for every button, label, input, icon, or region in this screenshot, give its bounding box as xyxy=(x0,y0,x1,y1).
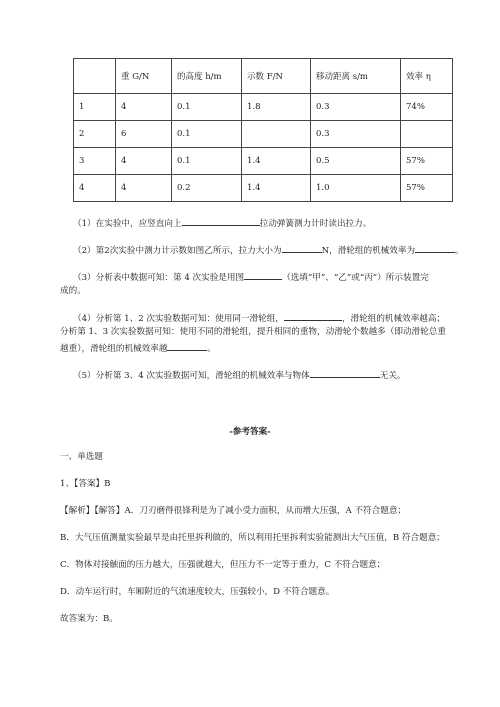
table-cell: 4 xyxy=(116,175,172,202)
question-text: （1）在实验中，应竖直向上 xyxy=(73,219,182,229)
question-text: （选填“甲”、“乙”或“丙”）所示装置完 xyxy=(282,273,429,283)
answer-section-title: -参考答案- xyxy=(229,427,271,437)
conclusion: 故答案为：B。 xyxy=(60,614,118,624)
answer-blank xyxy=(182,216,260,226)
question-text: （5）分析第 3、4 次实验数据可知，滑轮组的机械效率与物体 xyxy=(73,371,310,381)
answer-blank xyxy=(244,270,282,280)
table-cell: 0.1 xyxy=(172,94,242,121)
table-header-cell: 示数 F/N xyxy=(242,59,311,94)
question-5 xyxy=(73,368,406,382)
table-header-cell: 移动距离 s/m xyxy=(311,59,401,94)
table-cell: 4 xyxy=(74,175,116,202)
table-header-cell: 效率 η xyxy=(401,59,453,94)
table-cell: 0.3 xyxy=(311,121,401,148)
experiment-table xyxy=(73,58,453,202)
analysis-c: C．物体对接触面的压力越大，压强就越大，但压力不一定等于重力，C 不符合题意； xyxy=(60,560,386,570)
table-cell: 3 xyxy=(74,148,116,175)
table-header-row xyxy=(74,59,453,94)
question-4-line-2 xyxy=(60,326,446,338)
table-row xyxy=(74,94,453,121)
analysis-d: D．动车运行时，车厢附近的气流速度较大，压强较小，D 不符合题意。 xyxy=(60,587,335,597)
question-text: （3）分析表中数据可知：第 4 次实验是用图 xyxy=(73,273,245,283)
table-cell xyxy=(242,121,311,148)
table-cell: 1.4 xyxy=(242,175,311,202)
table-header-cell: 的高度 h/m xyxy=(172,59,242,94)
answer-blank xyxy=(167,341,207,351)
table-cell: 1 xyxy=(74,94,116,121)
question-3 xyxy=(73,270,429,284)
analysis-b: B．大气压值测量实验最早是由托里拆利做的，所以利用托里拆利实验能测出大气压值，B 符合题意； xyxy=(60,533,445,543)
table-cell: 0.5 xyxy=(311,148,401,175)
answer-blank xyxy=(284,311,342,321)
table-header-cell: 重 G/N xyxy=(116,59,172,94)
table-cell: 2 xyxy=(74,121,116,148)
question-text: 。 xyxy=(455,246,464,256)
question-text: 越重），滑轮组的机械效率越 xyxy=(60,344,168,354)
table-cell xyxy=(401,121,453,148)
answer-blank xyxy=(282,243,322,253)
table-row xyxy=(74,121,453,148)
section-heading: 一、单选题 xyxy=(60,452,103,462)
table-row xyxy=(74,175,453,202)
question-text: 拉动弹簧测力计时读出拉力。 xyxy=(259,219,372,229)
table-cell: 57% xyxy=(401,175,453,202)
question-4-line-3 xyxy=(60,341,216,355)
table-cell: 0.1 xyxy=(172,148,242,175)
question-text: ，滑轮组的机械效率越高； xyxy=(341,314,446,324)
table-cell: 74% xyxy=(401,94,453,121)
answer-item: 1、【答案】B xyxy=(60,479,111,489)
answer-blank xyxy=(415,243,455,253)
table-cell: 6 xyxy=(116,121,172,148)
question-text: 分析第 1、3 次实验数据可知：使用不同的滑轮组，提升相同的重物，动滑轮个数越多（即动滑轮总重 xyxy=(60,327,446,337)
question-text: 成的。 xyxy=(60,286,86,296)
question-3-continued xyxy=(60,285,86,297)
table-cell: 1.8 xyxy=(242,94,311,121)
table-cell: 4 xyxy=(116,148,172,175)
table-cell: 57% xyxy=(401,148,453,175)
table-cell: 0.1 xyxy=(172,121,242,148)
question-text: 无关。 xyxy=(379,371,406,381)
table-cell: 1.4 xyxy=(242,148,311,175)
question-2 xyxy=(73,243,464,257)
question-text: 。 xyxy=(207,344,217,354)
table-cell: 4 xyxy=(116,94,172,121)
question-text: （4）分析第 1、2 次实验数据可知：使用同一滑轮组， xyxy=(73,314,284,324)
table-row xyxy=(74,148,453,175)
question-text: （2）第2次实验中测力计示数如图乙所示，拉力大小为 xyxy=(73,246,282,256)
table-cell: 1.0 xyxy=(311,175,401,202)
question-1 xyxy=(73,216,371,230)
table-cell: 0.3 xyxy=(311,94,401,121)
question-text: N，滑轮组的机械效率为 xyxy=(321,246,416,256)
question-4 xyxy=(73,311,445,325)
answer-blank xyxy=(310,368,380,378)
table-cell: 0.2 xyxy=(172,175,242,202)
analysis-a: 【解析】【解答】A．刀刃磨得很锋利是为了减小受力面积，从而增大压强，A 不符合题意； xyxy=(60,506,407,516)
table-header-cell xyxy=(74,59,116,94)
